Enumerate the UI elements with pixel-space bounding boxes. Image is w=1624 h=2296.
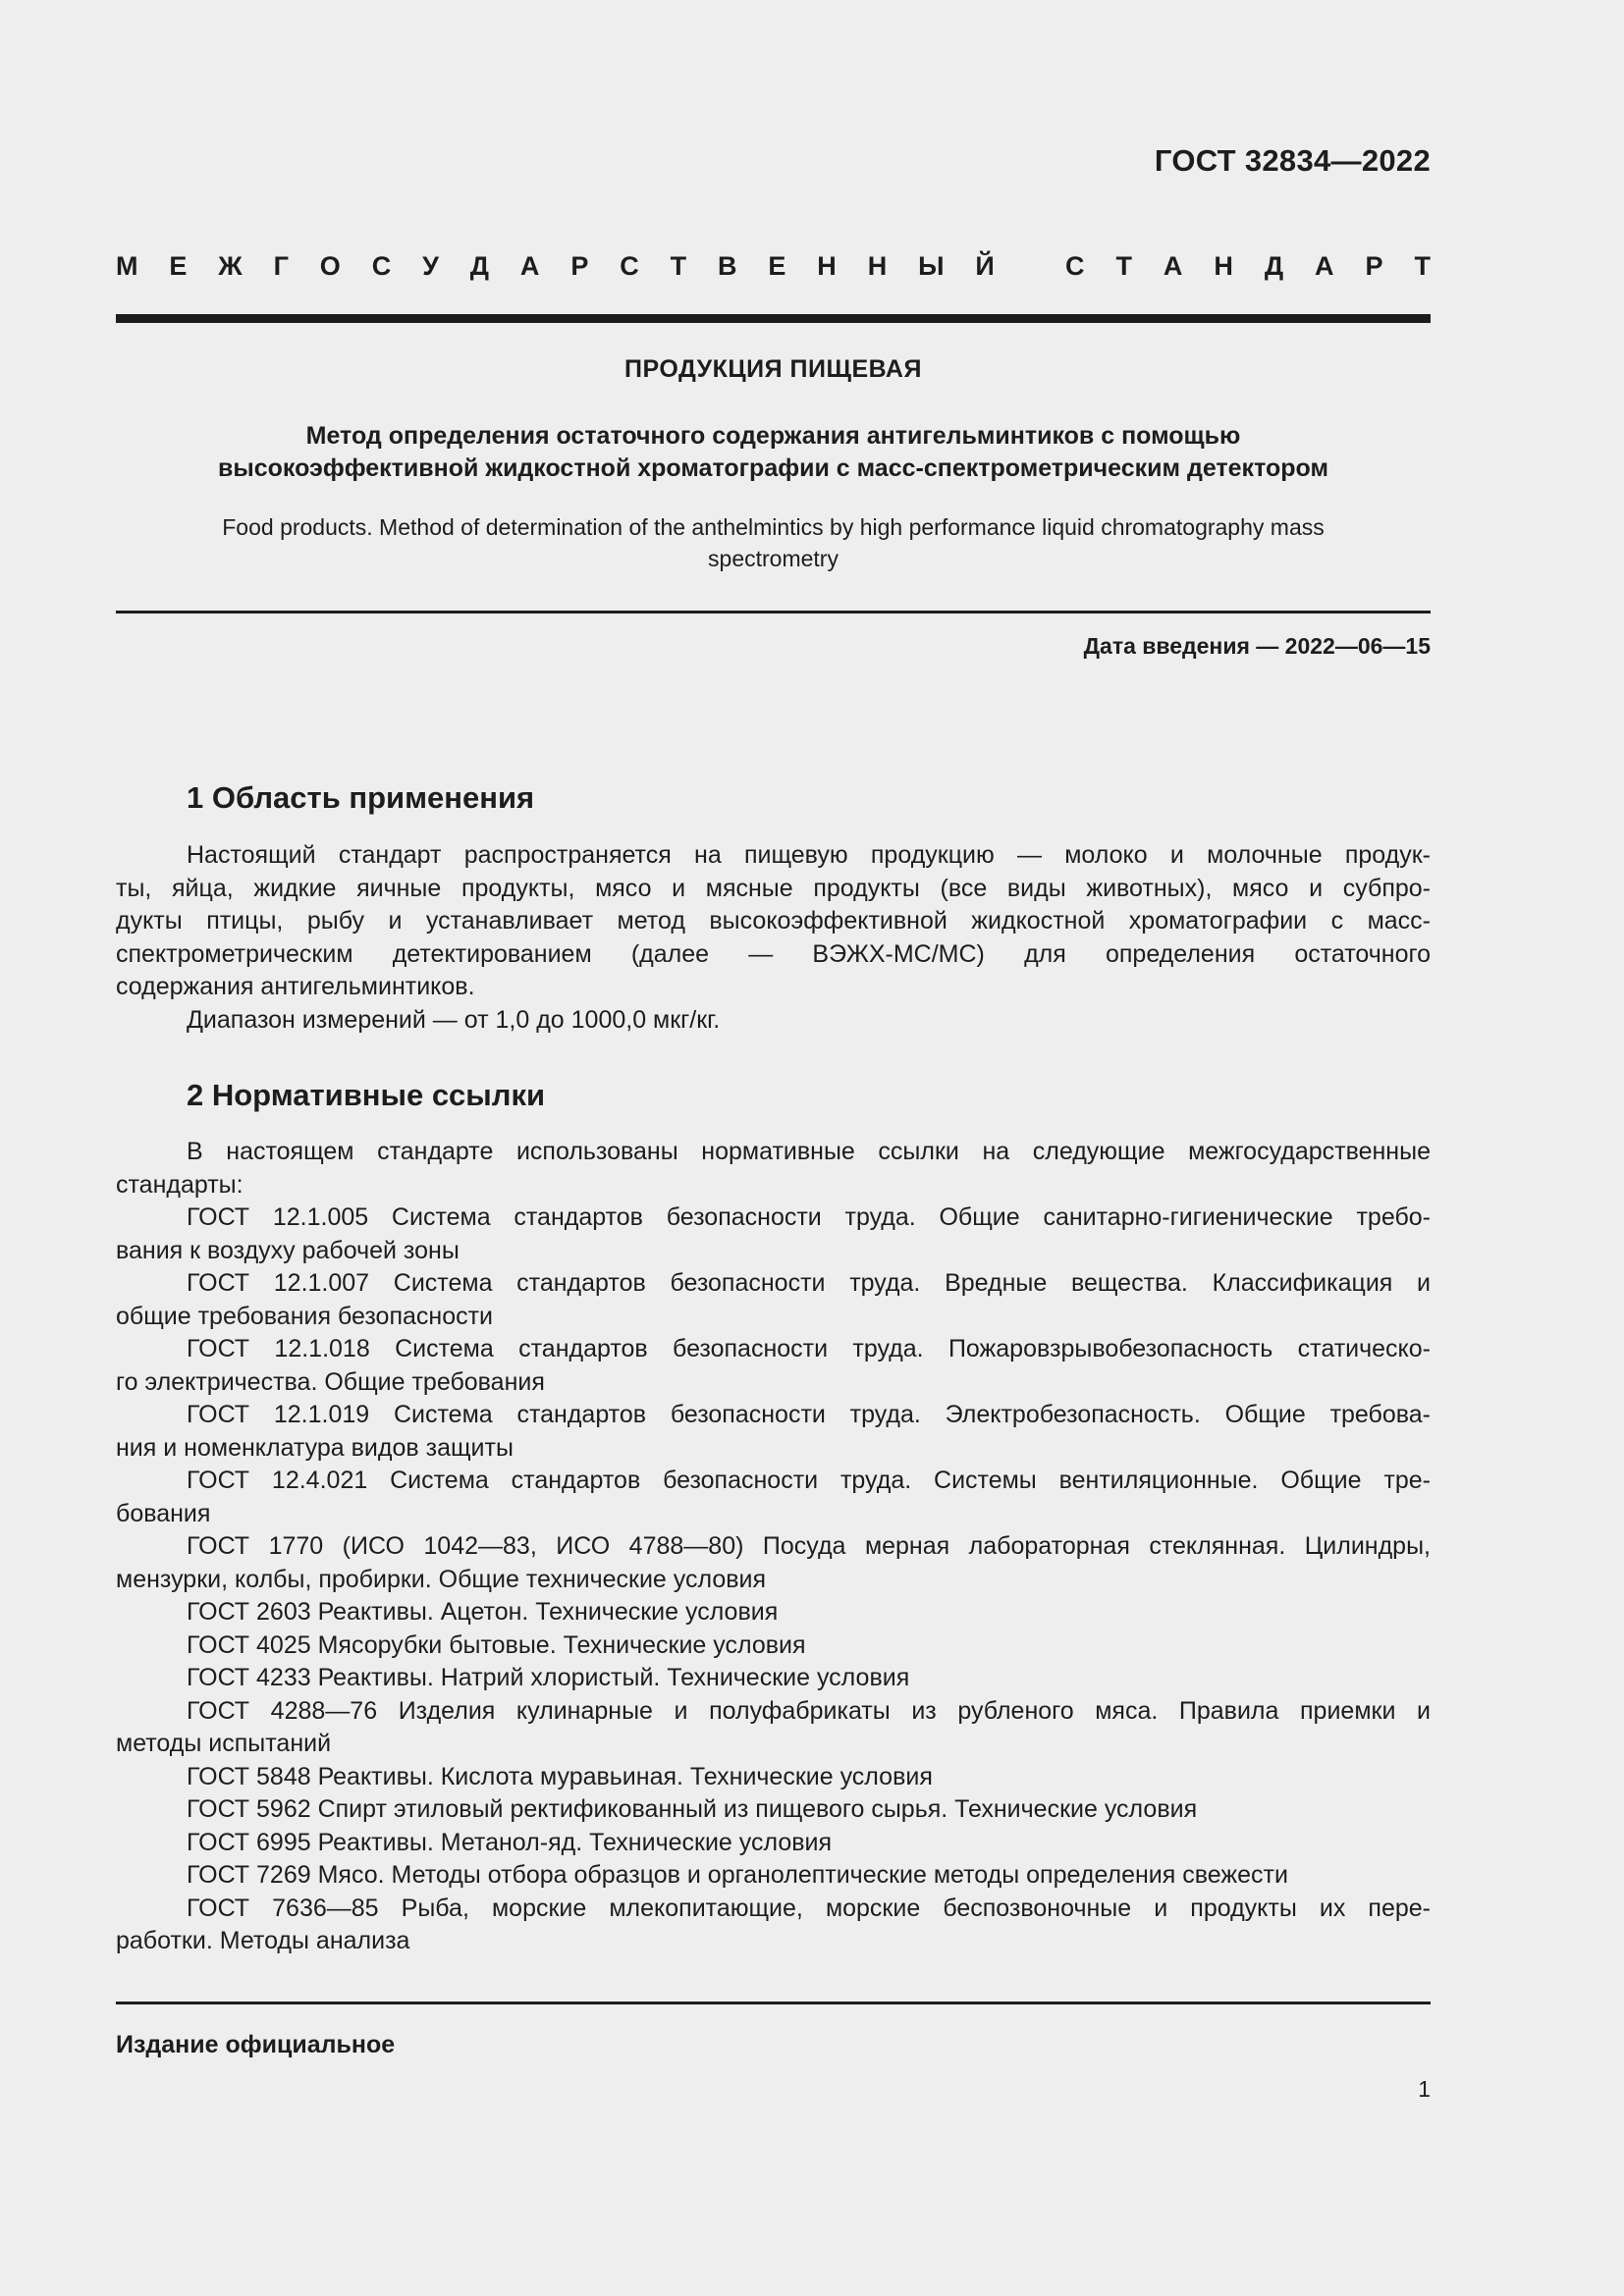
reference-item-continuation: ния и номенклатура видов защиты xyxy=(116,1433,514,1462)
section-heading: 1 Область применения xyxy=(187,780,535,815)
text-line: В настоящем стандарте использованы нормативные ссылки на следующие межгосударственные xyxy=(187,1138,1431,1165)
reference-item: ГОСТ 7269 Мясо. Методы отбора образцов и органолептические методы определения свежести xyxy=(187,1861,1288,1889)
banner-letter: О xyxy=(319,251,341,281)
reference-item: ГОСТ 12.1.007 Система стандартов безопасности труда. Вредные вещества. Классификация и xyxy=(187,1269,1431,1297)
banner-letter: Р xyxy=(570,251,589,281)
banner-letter: А xyxy=(1315,251,1334,281)
reference-item-continuation: го электричества. Общие требования xyxy=(116,1367,545,1396)
method-title-line: высокоэффективной жидкостной хроматографии с масс-спектрометрическим детектором xyxy=(218,454,1328,482)
reference-item-continuation: вания к воздуху рабочей зоны xyxy=(116,1236,460,1264)
english-title-line: spectrometry xyxy=(708,546,839,571)
text-line: дукты птицы, рыбу и устанавливает метод высокоэффективной жидкостной хроматографии с масс- xyxy=(116,907,1431,934)
banner-letter: Й xyxy=(975,251,995,281)
text-line: содержания антигельминтиков. xyxy=(116,973,475,1000)
banner-letter: В xyxy=(718,251,737,281)
reference-item: ГОСТ 12.1.019 Система стандартов безопасности труда. Электробезопасность. Общие требова- xyxy=(187,1401,1431,1428)
document-number: ГОСТ 32834—2022 xyxy=(1154,143,1431,178)
banner-letter: Е xyxy=(768,251,786,281)
section-body xyxy=(116,1136,1431,1958)
banner-letter: Ж xyxy=(218,251,243,281)
banner-letter: С xyxy=(620,251,639,281)
page-number: 1 xyxy=(1418,2076,1431,2102)
reference-item: ГОСТ 6995 Реактивы. Метанол-яд. Технические условия xyxy=(187,1828,833,1856)
section-body xyxy=(116,839,1431,1037)
reference-item-continuation: бования xyxy=(116,1499,211,1527)
reference-item: ГОСТ 4233 Реактивы. Натрий хлористый. Технические условия xyxy=(187,1664,910,1691)
reference-item: ГОСТ 5848 Реактивы. Кислота муравьиная. Технические условия xyxy=(187,1762,933,1790)
reference-item-continuation: методы испытаний xyxy=(116,1730,332,1757)
banner-letter: Д xyxy=(469,251,490,281)
product-title: ПРОДУКЦИЯ ПИЩЕВАЯ xyxy=(624,355,922,383)
title-rule xyxy=(116,611,1431,614)
text-line: ты, яйца, жидкие яичные продукты, мясо и мясные продукты (все виды животных), мясо и субпро- xyxy=(116,874,1431,902)
banner-letter: Т xyxy=(1414,251,1431,281)
english-title xyxy=(116,511,1431,574)
banner-letter: М xyxy=(116,251,138,281)
reference-item: ГОСТ 4288—76 Изделия кулинарные и полуфабрикаты из рубленого мяса. Правила приемки и xyxy=(187,1696,1431,1725)
banner-letter: Т xyxy=(1115,251,1132,281)
interstate-standard-banner xyxy=(116,251,1431,282)
reference-item: ГОСТ 2603 Реактивы. Ацетон. Технические условия xyxy=(187,1598,779,1626)
reference-item-continuation: мензурки, колбы, пробирки. Общие технические условия xyxy=(116,1565,767,1593)
text-line: Настоящий стандарт распространяется на пищевую продукцию — молоко и молочные продук- xyxy=(187,841,1431,869)
banner-letter: А xyxy=(1163,251,1183,281)
banner-letter: Н xyxy=(1214,251,1233,281)
banner-letter: Г xyxy=(273,251,289,281)
reference-item: ГОСТ 7636—85 Рыба, морские млекопитающие, морские беспозвоночные и продукты их пере- xyxy=(187,1894,1431,1922)
method-title-line: Метод определения остаточного содержания антигельминтиков с помощью xyxy=(305,422,1241,450)
reference-item: ГОСТ 1770 (ИСО 1042—83, ИСО 4788—80) Посуда мерная лабораторная стеклянная. Цилиндры, xyxy=(187,1532,1431,1560)
reference-item: ГОСТ 12.1.005 Система стандартов безопасности труда. Общие санитарно-гигиенические требо- xyxy=(187,1203,1431,1231)
introduction-date: Дата введения — 2022—06—15 xyxy=(1083,633,1431,659)
text-line: спектрометрическим детектированием (далее — ВЭЖХ-МС/МС) для определения остаточного xyxy=(116,939,1431,968)
banner-letter: У xyxy=(422,251,439,281)
banner-letter: С xyxy=(371,251,392,281)
document-page xyxy=(116,0,1431,2296)
banner-letter: С xyxy=(1065,251,1085,281)
banner-letter: Н xyxy=(867,251,888,281)
reference-item: ГОСТ 12.1.018 Система стандартов безопасности труда. Пожаровзрывобезопасность статическо- xyxy=(187,1335,1431,1362)
official-edition-label: Издание официальное xyxy=(116,2031,396,2058)
banner-letter: Т xyxy=(670,251,687,281)
banner-letter: Е xyxy=(169,251,188,281)
banner-letter: А xyxy=(519,251,540,281)
reference-item-continuation: работки. Методы анализа xyxy=(116,1927,410,1954)
section-heading: 2 Нормативные ссылки xyxy=(187,1078,546,1112)
banner-letter: Н xyxy=(817,251,837,281)
footer-rule xyxy=(116,2002,1431,2004)
measurement-range: Диапазон измерений — от 1,0 до 1000,0 мкг/кг. xyxy=(187,1005,721,1034)
reference-item: ГОСТ 12.4.021 Система стандартов безопасности труда. Системы вентиляционные. Общие тре- xyxy=(187,1467,1431,1494)
reference-item: ГОСТ 5962 Спирт этиловый ректификованный из пищевого сырья. Технические условия xyxy=(187,1795,1198,1823)
banner-word-interstate xyxy=(116,251,995,282)
reference-item-continuation: общие требования безопасности xyxy=(116,1302,494,1330)
banner-letter: Ы xyxy=(918,251,945,281)
text-line: стандарты: xyxy=(116,1170,244,1199)
method-title xyxy=(116,420,1431,485)
header-rule xyxy=(116,314,1431,323)
reference-item: ГОСТ 4025 Мясорубки бытовые. Технические условия xyxy=(187,1630,806,1659)
banner-letter: Д xyxy=(1264,251,1284,281)
banner-word-standard xyxy=(1065,251,1431,282)
banner-letter: Р xyxy=(1365,251,1383,281)
english-title-line: Food products. Method of determination of the anthelmintics by high performance liquid chromatography mass xyxy=(222,514,1325,540)
